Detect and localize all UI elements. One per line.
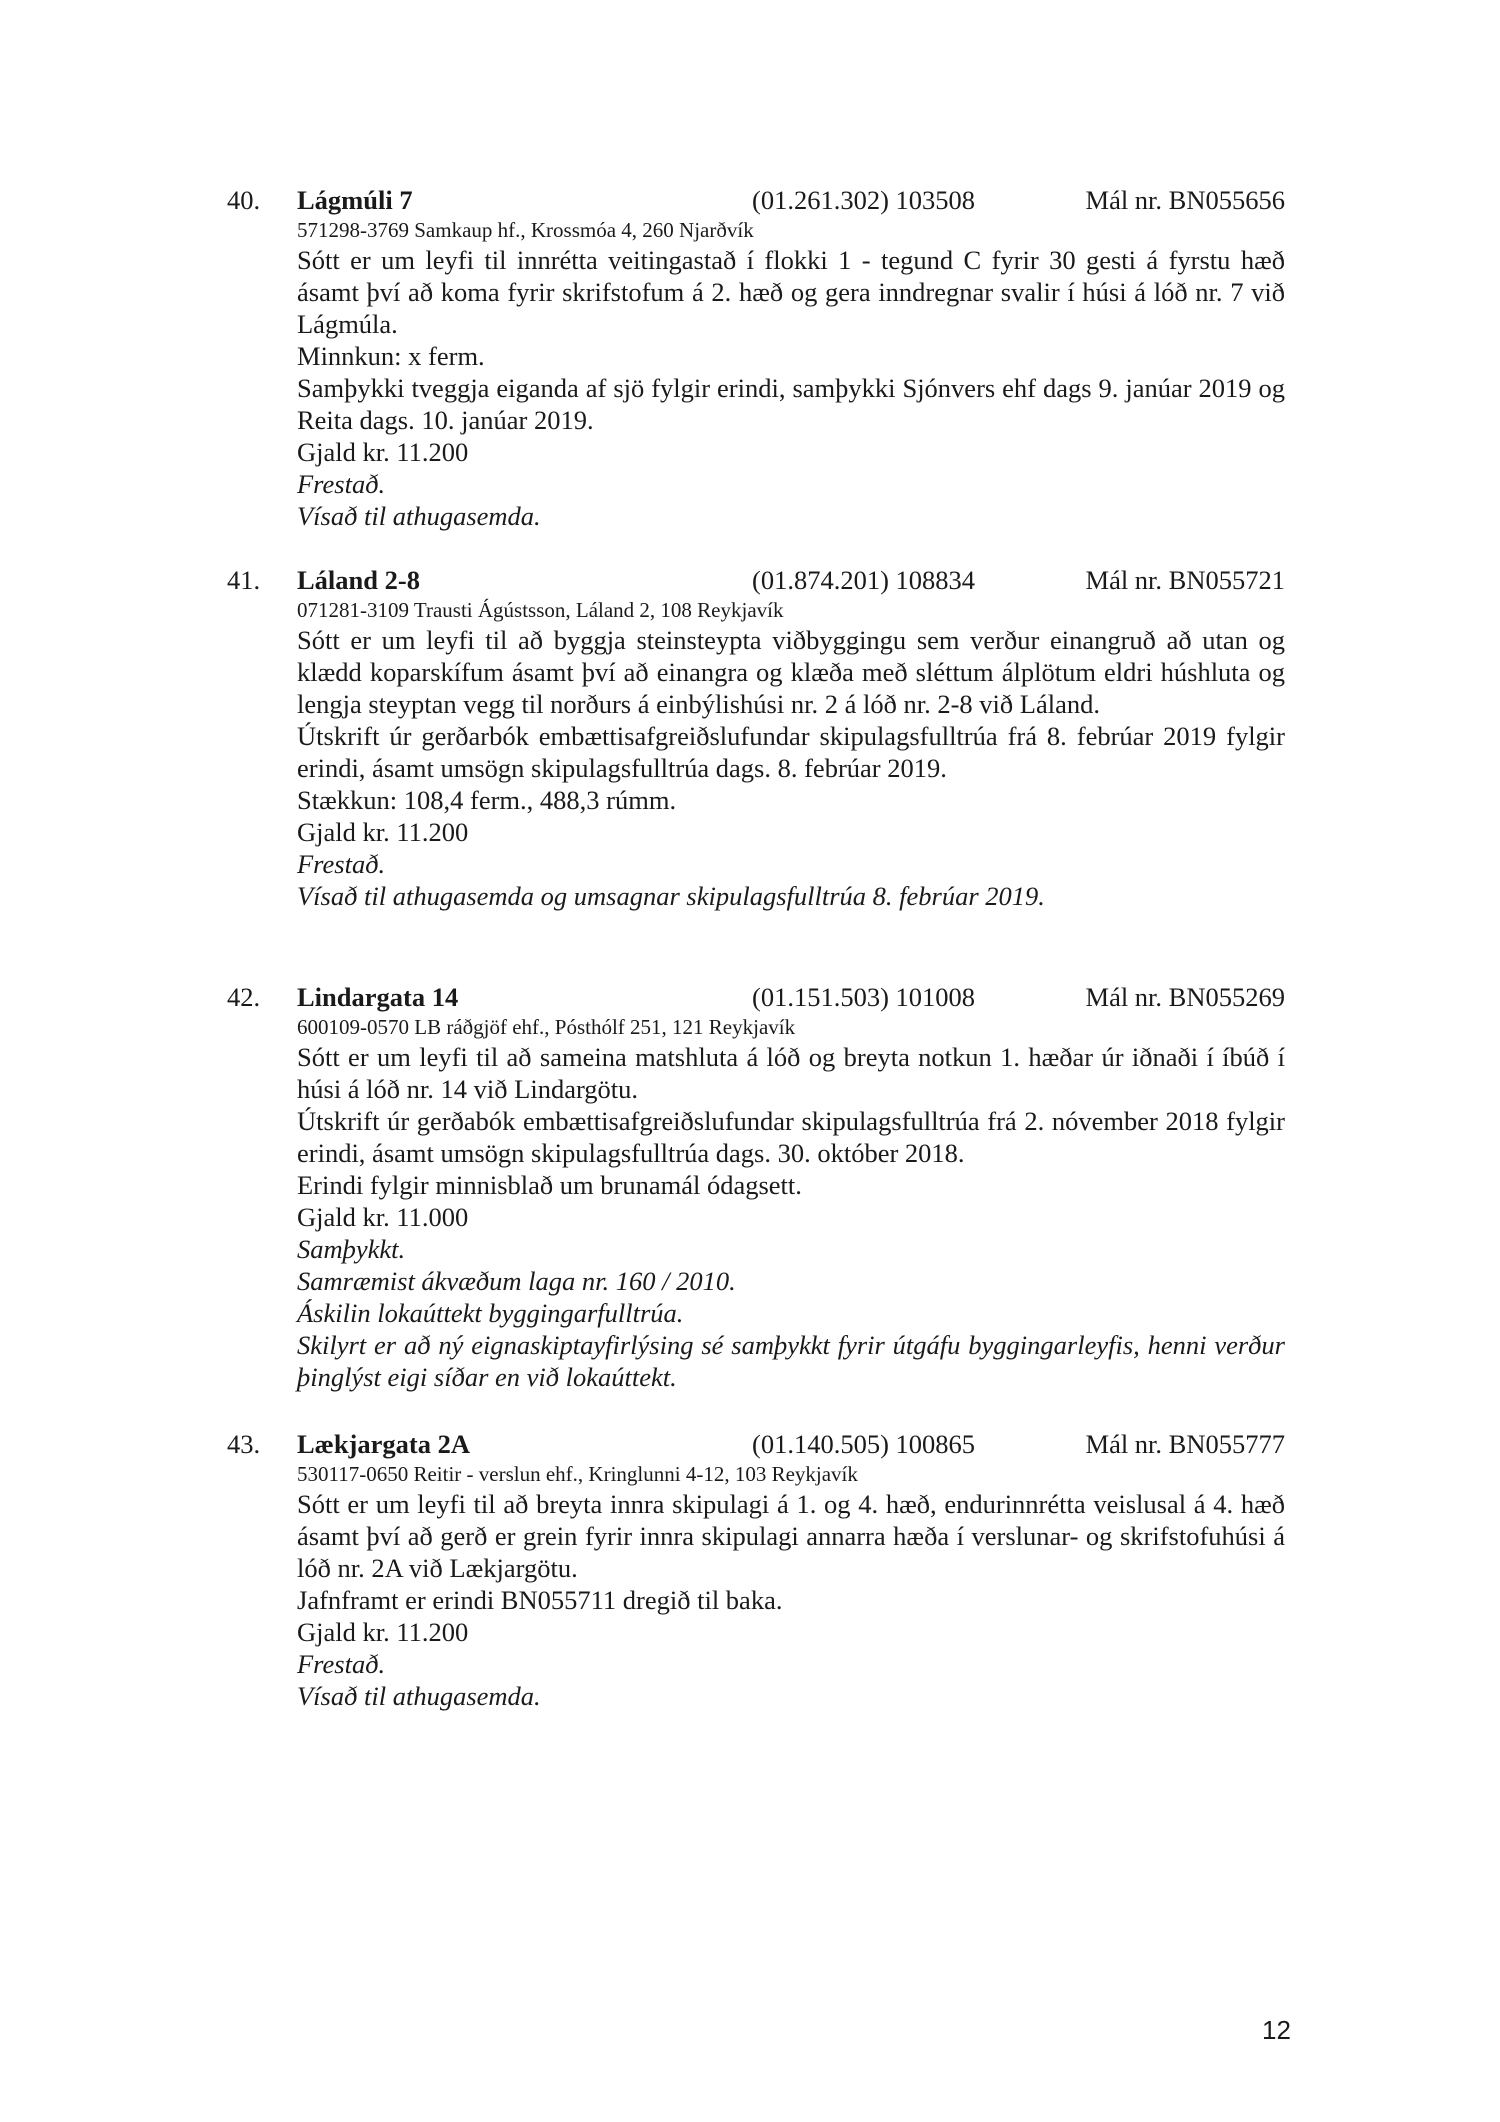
detail-line: Stækkun: 108,4 ferm., 488,3 rúmm. [297,785,677,815]
entry-number: 41. [227,565,261,595]
decision-line: Vísað til athugasemda. [297,501,541,531]
detail-line: Útskrift úr gerðarbók embættisafgreiðslufundar skipulagsfulltrúa frá 8. febrúar 2019 fylgir erindi, ásamt umsögn skipulagsfulltrúa dags. 8. febrúar 2019. [297,721,1285,783]
case-number: Mál nr. BN055777 [1085,1429,1285,1459]
entry-number: 43. [227,1429,261,1459]
entry-header [227,980,1285,1014]
detail-line: Minnkun: x ferm. [297,341,485,371]
detail-line: Jafnframt er erindi BN055711 dregið til baka. [297,1585,783,1615]
decision-line: Skilyrt er að ný eignaskiptayfirlýsing sé samþykkt fyrir útgáfu byggingarleyfis, henni verður þinglýst eigi síðar en við lokaúttekt. [297,1330,1285,1392]
detail-line: Útskrift úr gerðabók embættisafgreiðslufundar skipulagsfulltrúa frá 2. nóvember 2018 fylgir erindi, ásamt umsögn skipulagsfulltrúa dags. 30. október 2018. [297,1106,1285,1168]
case-number: Mál nr. BN055269 [1085,982,1285,1012]
entry-number: 40. [227,185,261,215]
decision-line: Vísað til athugasemda. [297,1681,541,1711]
page-number: 12 [1262,2015,1291,2045]
description: Sótt er um leyfi til að breyta innra skipulagi á 1. og 4. hæð, endurinnrétta veislusal á 4. hæð ásamt því að gerð er grein fyrir innra skipulagi annarra hæða í verslunar- og skrifstofuhúsi á lóð nr. 2A við Lækjargötu. [297,1489,1285,1583]
case-entry [227,1427,1285,1712]
fee-line: Gjald kr. 11.200 [297,437,469,467]
entry-header [227,1427,1285,1461]
detail-line: Erindi fylgir minnisblað um brunamál ódagsett. [297,1170,802,1200]
applicant: 571298-3769 Samkaup hf., Krossmóa 4, 260 Njarðvík [297,218,754,242]
case-entry [227,183,1285,532]
property-code: (01.261.302) 103508 [752,185,976,215]
entry-header [227,183,1285,217]
decision-line: Samræmist ákvæðum laga nr. 160 / 2010. [297,1266,736,1296]
case-entry [227,563,1285,912]
decision-line: Frestað. [297,849,386,879]
case-number: Mál nr. BN055721 [1085,565,1285,595]
property-code: (01.151.503) 101008 [752,982,976,1012]
entry-number: 42. [227,982,261,1012]
description: Sótt er um leyfi til innrétta veitingastað í flokki 1 - tegund C fyrir 30 gesti á fyrstu hæð ásamt því að koma fyrir skrifstofum á 2. hæð og gera inndregnar svalir í húsi á lóð nr. 7 við Lágmúla. [297,245,1285,339]
description: Sótt er um leyfi til að sameina matshluta á lóð og breyta notkun 1. hæðar úr iðnaði í íbúð í húsi á lóð nr. 14 við Lindargötu. [297,1042,1285,1104]
property-code: (01.140.505) 100865 [752,1429,976,1459]
detail-line: Samþykki tveggja eiganda af sjö fylgir erindi, samþykki Sjónvers ehf dags 9. janúar 2019 og Reita dags. 10. janúar 2019. [297,373,1285,435]
entry-header [227,563,1285,597]
property-name: Láland 2-8 [297,565,420,595]
applicant: 600109-0570 LB ráðgjöf ehf., Pósthólf 251, 121 Reykjavík [297,1015,796,1039]
applicant: 071281-3109 Trausti Ágústsson, Láland 2, 108 Reykjavík [297,598,784,622]
case-number: Mál nr. BN055656 [1085,185,1285,215]
decision-line: Frestað. [297,1649,386,1679]
property-name: Lágmúli 7 [297,185,413,215]
decision-line: Vísað til athugasemda og umsagnar skipulagsfulltrúa 8. febrúar 2019. [297,881,1045,911]
property-name: Lækjargata 2A [297,1429,470,1459]
case-entry [227,980,1285,1393]
fee-line: Gjald kr. 11.000 [297,1202,469,1232]
applicant: 530117-0650 Reitir - verslun ehf., Kringlunni 4-12, 103 Reykjavík [297,1462,858,1486]
property-name: Lindargata 14 [297,982,459,1012]
property-code: (01.874.201) 108834 [752,565,976,595]
fee-line: Gjald kr. 11.200 [297,817,469,847]
decision-line: Frestað. [297,469,386,499]
fee-line: Gjald kr. 11.200 [297,1617,469,1647]
description: Sótt er um leyfi til að byggja steinsteypta viðbyggingu sem verður einangruð að utan og klædd koparskífum ásamt því að einangra og klæða með sléttum álplötum eldri húshluta og lengja steyptan vegg til norðurs á einbýlishúsi nr. 2 á lóð nr. 2-8 við Láland. [297,625,1285,719]
decision-line: Samþykkt. [297,1234,406,1264]
decision-line: Áskilin lokaúttekt byggingarfulltrúa. [297,1298,684,1328]
